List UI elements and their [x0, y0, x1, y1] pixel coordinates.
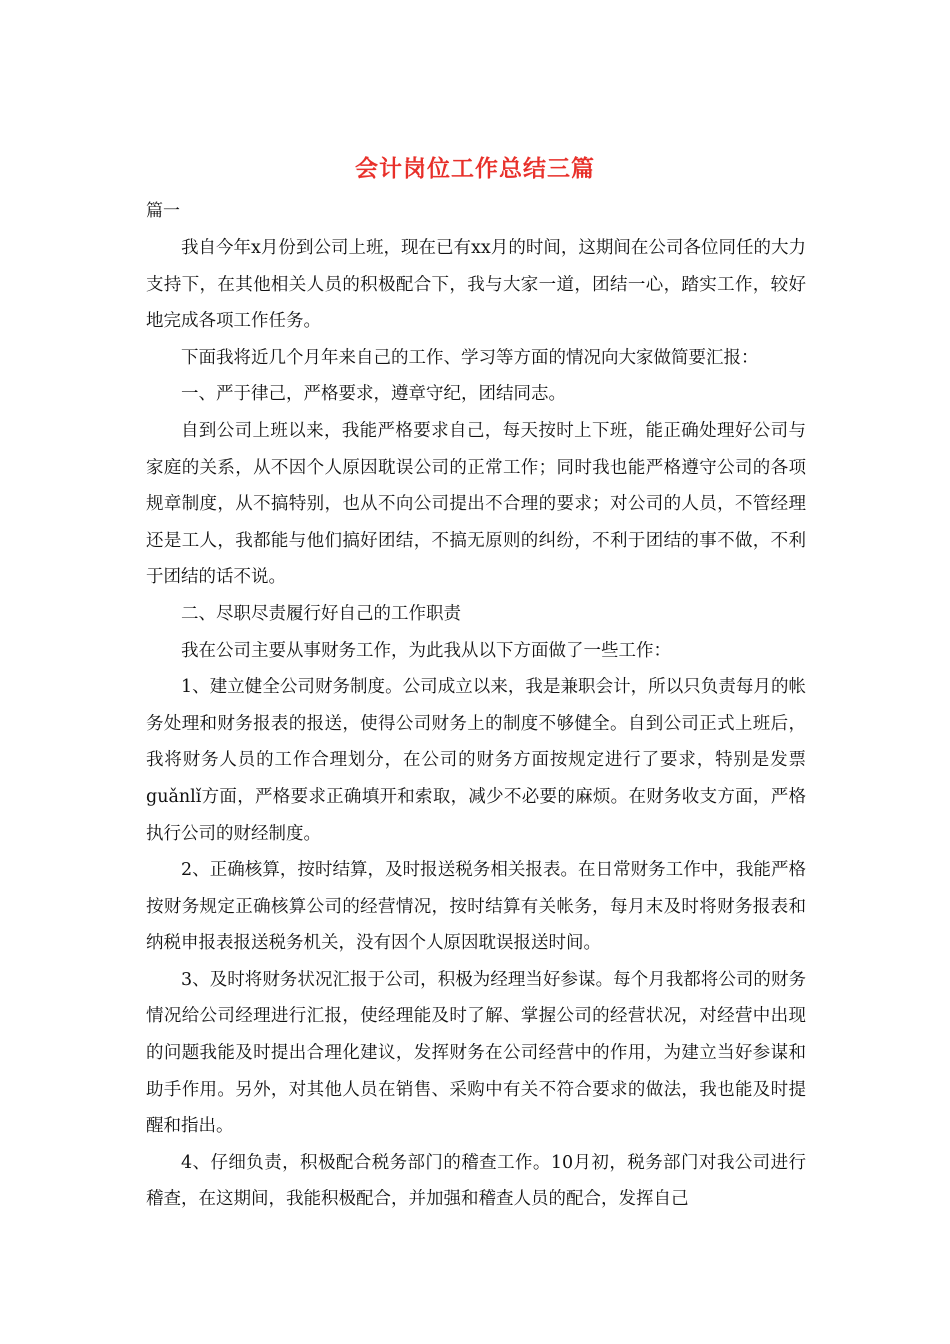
paragraph-duties-lead: 我在公司主要从事财务工作，为此我从以下方面做了一些工作：	[181, 640, 671, 661]
section-label: 篇一	[146, 201, 180, 221]
heading-duties: 二、尽职尽责履行好自己的工作职责	[181, 603, 461, 624]
paragraph-report-lead: 下面我将近几个月年来自己的工作、学习等方面的情况向大家做简要汇报：	[181, 347, 759, 368]
paragraph-item-2: 2、正确核算，按时结算，及时报送税务相关报表。在日常财务工作中，我能严格按财务规定正确核算公司的经营情况，按时结算有关帐务，每月末及时将财务报表和纳税申报表报送税务机关，没有因个人原因耽误报送时间。	[146, 860, 806, 954]
document-body	[146, 230, 806, 1218]
heading-self-discipline: 一、严于律己，严格要求，遵章守纪，团结同志。	[181, 384, 566, 405]
paragraph-intro: 我自今年x月份到公司上班，现在已有xx月的时间，这期间在公司各位同任的大力支持下，在其他相关人员的积极配合下，我与大家一道，团结一心，踏实工作，较好地完成各项工作任务。	[146, 238, 806, 332]
paragraph-item-1: 1、建立健全公司财务制度。公司成立以来，我是兼职会计，所以只负责每月的帐务处理和财务报表的报送，使得公司财务上的制度不够健全。自到公司正式上班后，我将财务人员的工作合理划分，在公司的财务方面按规定进行了要求，特别是发票guǎnlǐ方面，严格要求正确填开和索取，减少不必要的麻烦。在财务收支方面，严格执行公司的财经制度。	[146, 677, 806, 844]
document-title: 会计岗位工作总结三篇	[355, 155, 595, 182]
paragraph-item-4: 4、仔细负责，积极配合税务部门的稽查工作。10月初，税务部门对我公司进行稽查，在这期间，我能积极配合，并加强和稽查人员的配合，发挥自己	[146, 1152, 806, 1210]
paragraph-item-3: 3、及时将财务状况汇报于公司，积极为经理当好参谋。每个月我都将公司的财务情况给公司经理进行汇报，使经理能及时了解、掌握公司的经营状况，对经营中出现的问题我能及时提出合理化建议，发挥财务在公司经营中的作用，为建立当好参谋和助手作用。另外，对其他人员在销售、采购中有关不符合要求的做法，我也能及时提醒和指出。	[146, 969, 806, 1137]
paragraph-self-discipline: 自到公司上班以来，我能严格要求自己，每天按时上下班，能正确处理好公司与家庭的关系，从不因个人原因耽误公司的正常工作；同时我也能严格遵守公司的各项规章制度，从不搞特别，也从不向公司提出不合理的要求；对公司的人员，不管经理还是工人，我都能与他们搞好团结，不搞无原则的纠纷，不利于团结的事不做，不利于团结的话不说。	[146, 420, 806, 588]
